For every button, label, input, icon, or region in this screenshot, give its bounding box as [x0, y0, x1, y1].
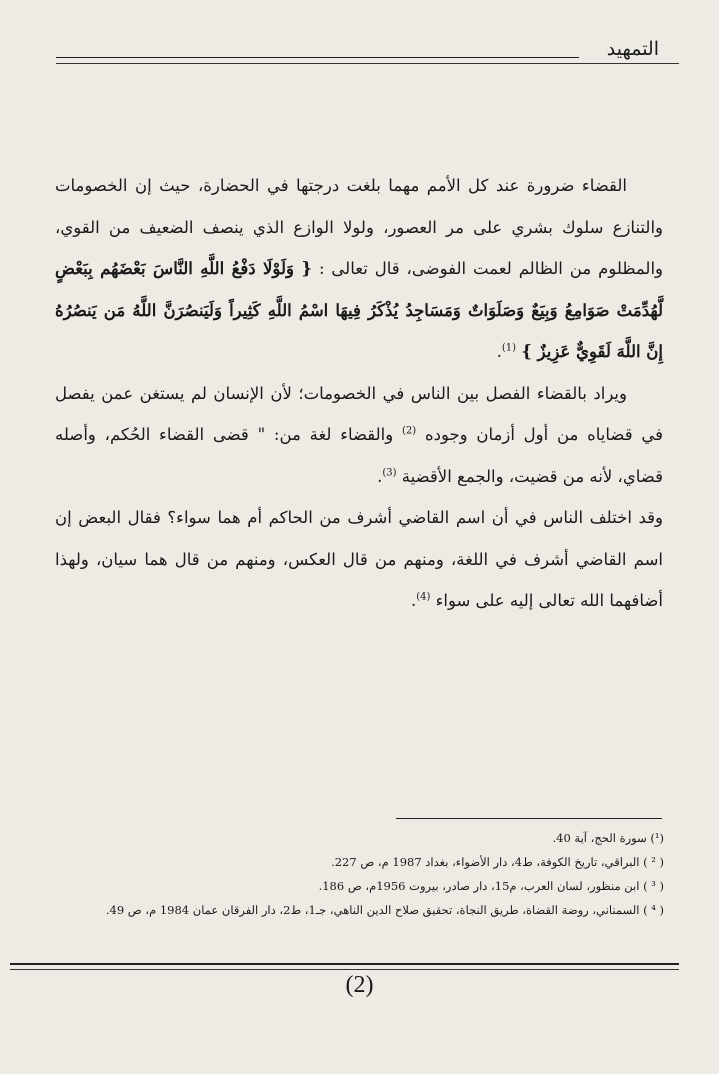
- footnote-ref-1: (1): [501, 342, 517, 354]
- paragraph-2: [55, 373, 663, 498]
- header-rule: [56, 57, 579, 58]
- footnote-4: ( ⁴ ) السمناني، روضة القضاة، طريق النجاة، تحقيق صلاح الدين الناهي، جـ1، ط2، دار الفرقان عمان 1984 م، ص 49.: [105, 903, 664, 917]
- paragraph-1: [55, 165, 663, 373]
- paragraph-2-text: ويراد بالقضاء الفصل بين الناس في الخصومات؛ لأن الإنسان لم يستغن عمن يفصل في قضاياه من أول أزمان وجوده: [55, 383, 664, 444]
- footnotes: [60, 826, 664, 922]
- page-number: (2): [345, 972, 374, 998]
- paragraph-2-text-cont: والقضاء لغة من: " قضى القضاء الحُكم، وأصله قضاي، لأنه من قضيت، والجمع الأقضية: [55, 425, 663, 486]
- paragraph-3: [55, 497, 663, 622]
- footnote-ref-2: (2): [402, 425, 417, 437]
- header-rule-secondary: [56, 63, 679, 64]
- body-text: [55, 165, 663, 622]
- running-title: التمهيد: [606, 38, 659, 60]
- footnote-ref-3: (3): [382, 467, 397, 478]
- paragraph-2-end: .: [377, 466, 383, 486]
- paragraph-3-end: .: [410, 591, 417, 610]
- footnote-rule: [396, 818, 662, 819]
- paragraph-1-text: القضاء ضرورة عند كل الأمم مهما بلغت درجتها في الحضارة، حيث إن الخصومات والتنازع سلوك بشري على مر العصور، ولولا الوازع الذي ينصف الضعيف من القوي، والمظلوم من الظالم لعمت الفوضى، قال تعالى :: [55, 176, 663, 278]
- quran-verse: { وَلَوْلَا دَفْعُ اللَّهِ النَّاسَ بَعْضَهُم بِبَعْضٍ لَّهُدِّمَتْ صَوَامِعُ وَبِيَعٌ وَصَلَوَاتٌ وَمَسَاجِدُ يُذْكَرُ فِيهَا اسْمُ اللَّهِ كَثِيراً وَلَيَنصُرَنَّ اللَّهُ مَن يَنصُرُهُ إِنَّ اللَّهَ لَقَوِيٌّ عَزِيزٌ }: [55, 259, 663, 361]
- footnote-2: ( ² ) البراقي، تاريخ الكوفة، ط4، دار الأضواء، بغداد 1987 م، ص 227.: [331, 855, 664, 869]
- footnote-3: ( ³ ) ابن منظور، لسان العرب، م15، دار صادر، بيروت 1956م، ص 186.: [318, 879, 664, 893]
- footer-rule-secondary: [10, 969, 679, 970]
- paragraph-3-text: وقد اختلف الناس في أن اسم القاضي أشرف من الحاكم أم هما سواء؟ فقال البعض إن اسم القاضي أشرف في اللغة، ومنهم من قال العكس، ومنهم من قال هما سيان، ولهذا أضافهما الله تعالى إليه على سواء: [55, 508, 663, 610]
- footnote-ref-4: (4): [416, 591, 431, 603]
- footnote-1: (¹) سورة الحج، آية 40.: [552, 831, 664, 845]
- paragraph-1-end: .: [496, 342, 502, 361]
- footer-rule: [10, 963, 679, 965]
